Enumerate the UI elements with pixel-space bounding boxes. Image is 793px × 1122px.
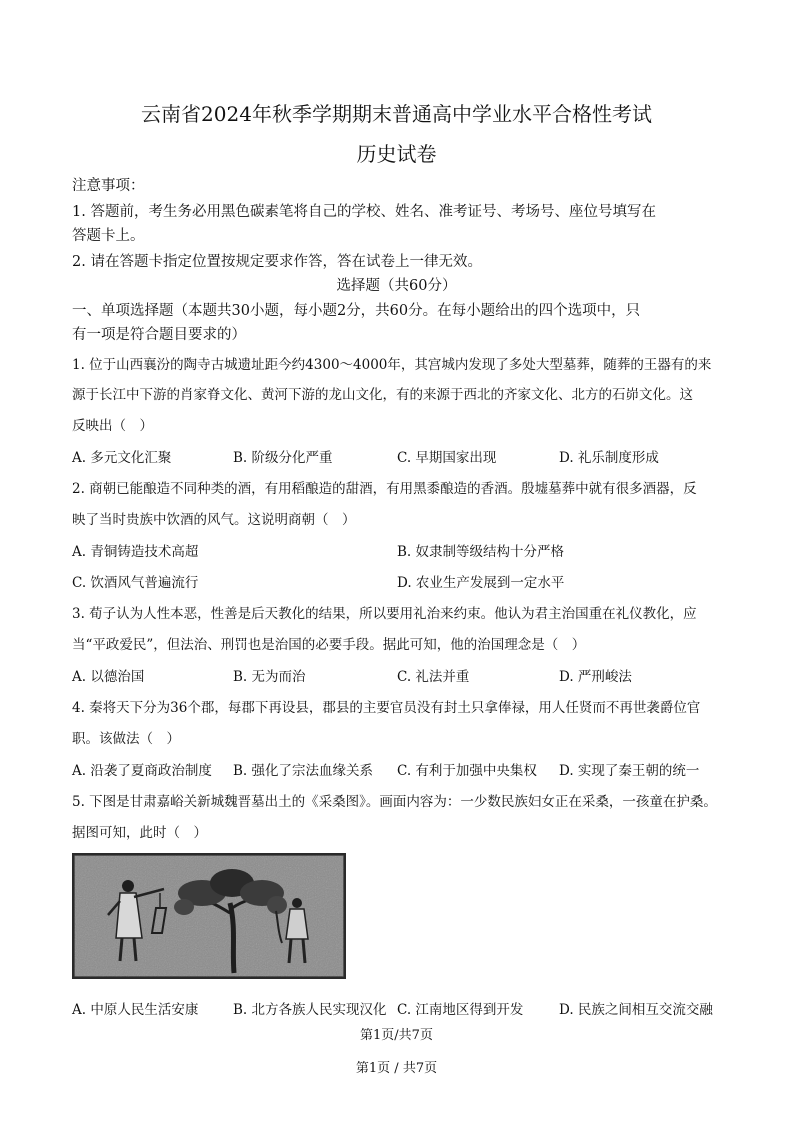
q3-option-c: C. 礼法并重 [397, 669, 470, 685]
q2-option-a: A. 青铜铸造技术高超 [72, 544, 199, 560]
question-1-line-1: 1. 位于山西襄汾的陶寺古城遗址距今约4300～4000年，其宫城内发现了多处大型墓葬，随葬的王器有的来 [72, 357, 712, 373]
q3-option-a: A. 以德治国 [72, 669, 145, 685]
page-title: 云南省2024年秋季学期期末普通高中学业水平合格性考试 [141, 102, 652, 126]
q3-option-d: D. 严刑峻法 [559, 669, 632, 685]
section-instruction: 一、单项选择题（本题共30小题，每小题2分，共60分。在每小题给出的四个选项中，只 [72, 303, 641, 319]
q5-option-b: B. 北方各族人民实现汉化 [233, 1002, 387, 1018]
notice-item-1: 1. 答题前，考生务必用黑色碳素笔将自己的学校、姓名、准考证号、考场号、座位号填写在 [72, 204, 656, 220]
q2-option-c: C. 饮酒风气普遍流行 [72, 575, 199, 591]
q4-option-c: C. 有利于加强中央集权 [397, 763, 537, 779]
q4-option-a: A. 沿袭了夏商政治制度 [72, 763, 212, 779]
notice-heading: 注意事项： [72, 178, 145, 194]
question-1-line-2: 源于长江中下游的肖家脊文化、黄河下游的龙山文化，有的来源于西北的齐家文化、北方的石峁文化。这 [72, 387, 693, 403]
q1-option-a: A. 多元文化汇聚 [72, 450, 172, 466]
q5-option-d: D. 民族之间相互交流交融 [559, 1002, 713, 1018]
question-3-line-2: 当“平政爱民”，但法治、刑罚也是治国的必要手段。据此可知，他的治国理念是（ ） [72, 637, 586, 653]
question-3-line-1: 3. 荀子认为人性本恶，性善是后天教化的结果，所以要用礼治来约束。他认为君主治国重在礼仪教化，应 [72, 606, 697, 622]
page-subtitle: 历史试卷 [356, 142, 437, 166]
inner-page-number: 第1页/共7页 [360, 1028, 433, 1043]
question-1-line-3: 反映出（ ） [72, 418, 153, 434]
question-4-line-2: 职。该做法（ ） [72, 731, 180, 747]
q3-option-b: B. 无为而治 [233, 669, 306, 685]
q2-option-d: D. 农业生产发展到一定水平 [397, 575, 565, 591]
question-5-line-1: 5. 下图是甘肃嘉峪关新城魏晋墓出土的《采桑图》。画面内容为：一少数民族妇女正在采桑，一孩童在护桑。 [72, 794, 717, 810]
q5-option-a: A. 中原人民生活安康 [72, 1002, 199, 1018]
question-2-line-2: 映了当时贵族中饮酒的风气。这说明商朝（ ） [72, 512, 356, 528]
question-5-line-2: 据图可知，此时（ ） [72, 825, 207, 841]
section-instruction-cont: 有一项是符合题目要求的） [72, 327, 246, 343]
notice-item-2: 2. 请在答题卡指定位置按规定要求作答，答在试卷上一律无效。 [72, 254, 482, 270]
question-2-line-1: 2. 商朝已能酿造不同种类的酒，有用稻酿造的甜酒，有用黑黍酿造的香酒。殷墟墓葬中就有很多酒器，反 [72, 481, 697, 497]
q1-option-d: D. 礼乐制度形成 [559, 450, 659, 466]
mulberry-picking-painting [72, 853, 346, 979]
q1-option-c: C. 早期国家出现 [397, 450, 497, 466]
q4-option-b: B. 强化了宗法血缘关系 [233, 763, 374, 779]
q4-option-d: D. 实现了秦王朝的统一 [559, 763, 700, 779]
question-4-line-1: 4. 秦将天下分为36个郡，每郡下再设县，郡县的主要官员没有封土只拿俸禄，用人任贤而不再世袭爵位官 [72, 700, 701, 716]
q1-option-b: B. 阶级分化严重 [233, 450, 333, 466]
notice-item-1-cont: 答题卡上。 [72, 228, 145, 244]
q5-option-c: C. 江南地区得到开发 [397, 1002, 524, 1018]
section-heading: 选择题（共60分） [336, 278, 457, 294]
q2-option-b: B. 奴隶制等级结构十分严格 [397, 544, 565, 560]
outer-page-number: 第1页 / 共7页 [355, 1061, 438, 1076]
